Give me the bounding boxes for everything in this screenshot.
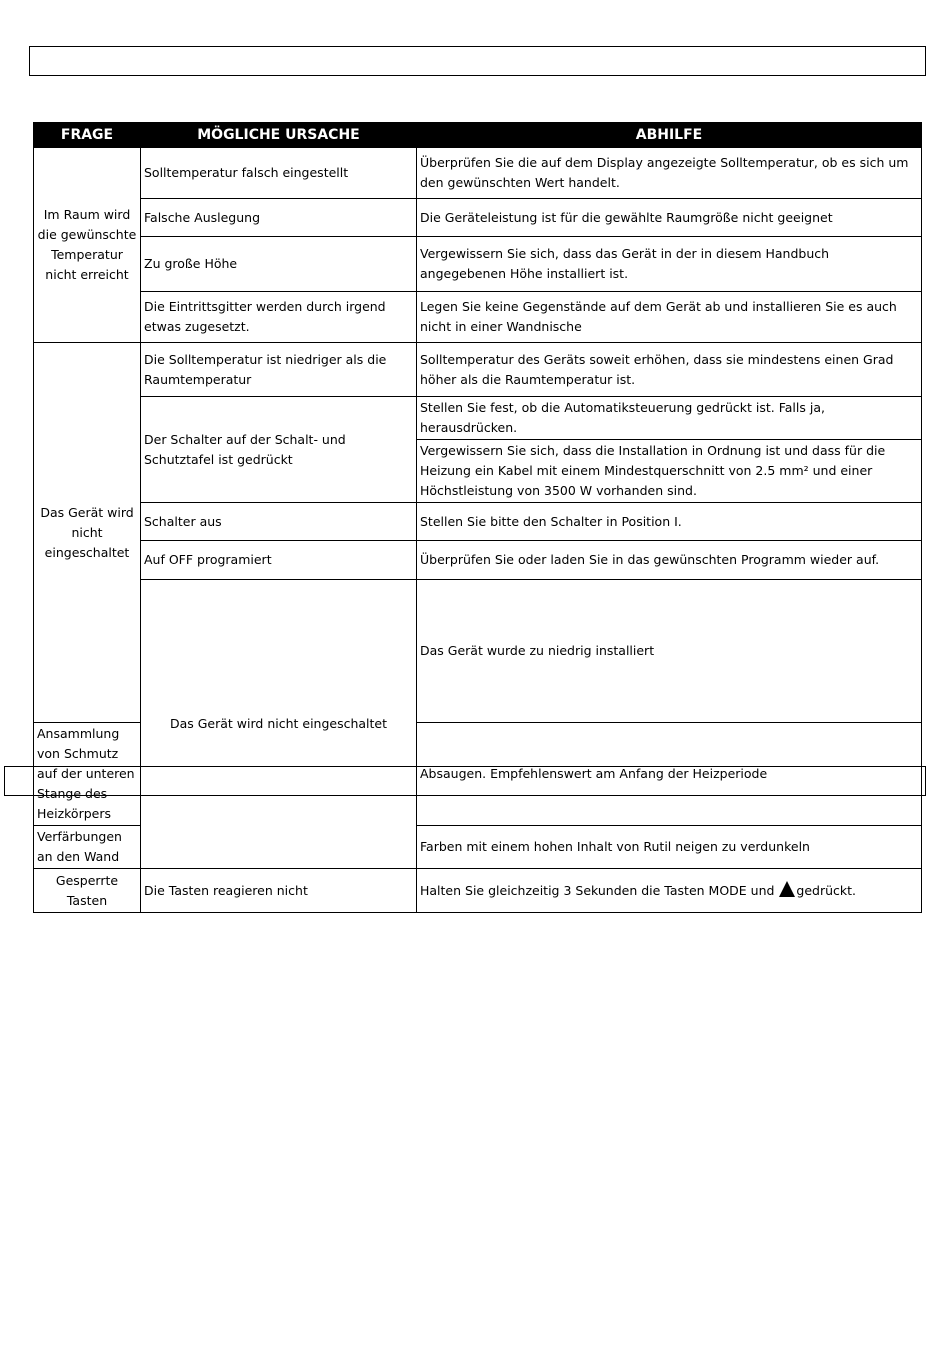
abhilfe-cell: Überprüfen Sie oder laden Sie in das gewünschten Programm wieder auf. <box>417 541 922 580</box>
header-frame <box>29 46 926 76</box>
table-row <box>34 199 922 237</box>
abhilfe-cell: Legen Sie keine Gegenstände auf dem Gerät ab und installieren Sie es auch nicht in einer Wandnische <box>417 292 922 343</box>
abhilfe-text-after: gedrückt. <box>796 882 857 898</box>
table-row <box>34 292 922 343</box>
triangle-up-icon <box>779 881 795 897</box>
ursache-cell: Das Gerät wurde zu niedrig installiert <box>417 580 922 723</box>
abhilfe-cell: Stellen Sie fest, ob die Automatiksteuerung gedrückt ist. Falls ja, herausdrücken. <box>417 397 922 440</box>
table-row <box>34 397 922 440</box>
abhilfe-cell <box>417 869 922 913</box>
frage-cell: Das Gerät wird nicht eingeschaltet <box>141 580 417 869</box>
ursache-cell: Die Solltemperatur ist niedriger als die Raumtemperatur <box>141 343 417 397</box>
abhilfe-cell: Solltemperatur des Geräts soweit erhöhen, dass sie mindestens einen Grad höher als die Raumtemperatur ist. <box>417 343 922 397</box>
frage-cell: Im Raum wird die gewünschte Temperatur nicht erreicht <box>34 148 141 343</box>
header-abhilfe: ABHILFE <box>417 123 922 148</box>
table-row <box>34 343 922 397</box>
footer-frame <box>4 766 926 796</box>
ursache-cell: Falsche Auslegung <box>141 199 417 237</box>
abhilfe-text-before: Halten Sie gleichzeitig 3 Sekunden die Tasten MODE und <box>420 882 775 898</box>
ursache-cell: Der Schalter auf der Schalt- und Schutztafel ist gedrückt <box>141 397 417 503</box>
frage-cell: Gesperrte Tasten <box>34 869 141 913</box>
table-row <box>34 869 922 913</box>
abhilfe-cell: Vergewissern Sie sich, dass das Gerät in der in diesem Handbuch angegebenen Höhe installiert ist. <box>417 237 922 292</box>
ursache-cell: Schalter aus <box>141 503 417 541</box>
table-row <box>34 237 922 292</box>
header-frage: FRAGE <box>34 123 141 148</box>
ursache-cell: Zu große Höhe <box>141 237 417 292</box>
header-ursache: MÖGLICHE URSACHE <box>141 123 417 148</box>
abhilfe-cell: Überprüfen Sie die auf dem Display angezeigte Solltemperatur, ob es sich um den gewünschten Wert handelt. <box>417 148 922 199</box>
abhilfe-cell: Die Geräteleistung ist für die gewählte Raumgröße nicht geeignet <box>417 199 922 237</box>
abhilfe-cell: Farben mit einem hohen Inhalt von Rutil neigen zu verdunkeln <box>417 826 922 869</box>
ursache-cell: Verfärbungen an den Wand <box>34 826 141 869</box>
ursache-cell: Ansammlung von Schmutz auf der unteren Stange des Heizkörpers <box>34 723 141 826</box>
ursache-cell: Auf OFF programiert <box>141 541 417 580</box>
table-row <box>34 503 922 541</box>
table-header-row <box>34 123 922 148</box>
table-row <box>34 541 922 580</box>
abhilfe-cell: Vergewissern Sie sich, dass die Installation in Ordnung ist und dass für die Heizung ein Kabel mit einem Mindestquerschnitt von 2.5 mm² und einer Höchstleistung von 3500 W vorhanden sind. <box>417 440 922 503</box>
ursache-cell: Die Tasten reagieren nicht <box>141 869 417 913</box>
table-row <box>34 148 922 199</box>
frage-cell: Das Gerät wird nicht eingeschaltet <box>34 343 141 723</box>
abhilfe-cell: Absaugen. Empfehlenswert am Anfang der Heizperiode <box>417 723 922 826</box>
abhilfe-cell: Stellen Sie bitte den Schalter in Position I. <box>417 503 922 541</box>
ursache-cell: Solltemperatur falsch eingestellt <box>141 148 417 199</box>
table-row <box>34 580 922 723</box>
ursache-cell: Die Eintrittsgitter werden durch irgend etwas zugesetzt. <box>141 292 417 343</box>
